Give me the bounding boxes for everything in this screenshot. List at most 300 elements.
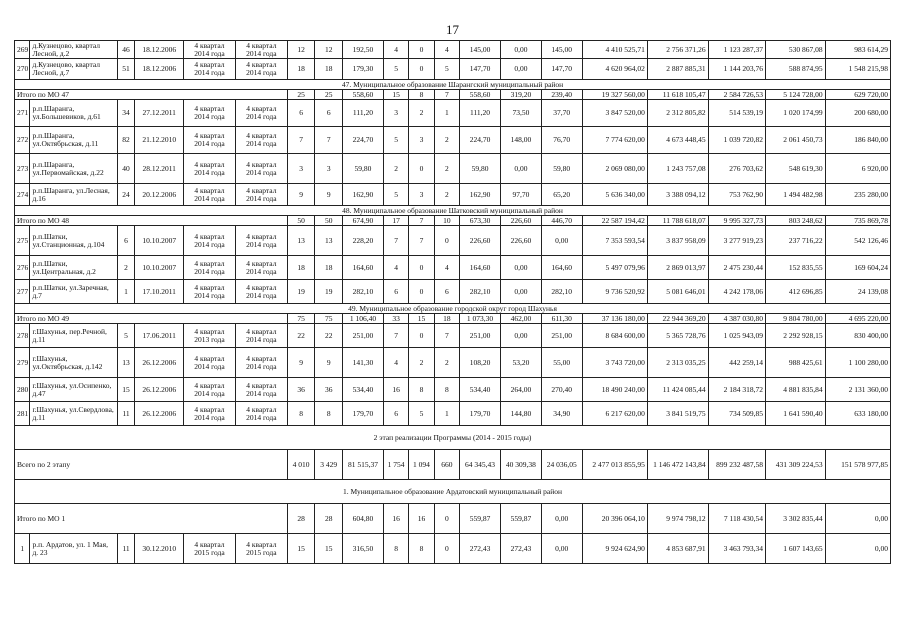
table-cell: 1 123 287,37	[708, 41, 765, 59]
table-cell: 0	[409, 59, 434, 80]
table-cell: 11 424 085,44	[647, 378, 708, 402]
table-cell: 0,00	[500, 59, 541, 80]
table-cell: 269	[15, 41, 30, 59]
table-cell: 4 квартал 2014 года	[235, 100, 287, 127]
table-cell: 534,40	[460, 378, 501, 402]
table-cell: 53,20	[500, 348, 541, 378]
program-table	[14, 40, 891, 564]
total-row	[15, 90, 891, 100]
table-cell: 548 619,30	[766, 154, 826, 184]
total-cell: 239,40	[541, 90, 582, 100]
table-cell: 1 025 943,09	[708, 324, 765, 348]
table-cell: 4 квартал 2015 года	[235, 534, 287, 564]
section-header-row	[15, 426, 891, 450]
total-cell: 24 036,05	[541, 450, 582, 480]
table-cell: 4 квартал 2014 года	[183, 154, 235, 184]
address-cell: р.п.Шатки, ул.Станционная, д.104	[30, 226, 117, 256]
table-cell: 5	[383, 59, 408, 80]
table-row	[15, 154, 891, 184]
table-cell: 4 квартал 2014 года	[235, 348, 287, 378]
table-cell: 97,70	[500, 184, 541, 206]
total-cell: 19 327 560,00	[582, 90, 647, 100]
total-cell: 64 345,43	[460, 450, 501, 480]
total-cell: 1 073,30	[460, 314, 501, 324]
table-cell: 0,00	[500, 154, 541, 184]
table-cell: 2 061 450,73	[766, 127, 826, 154]
table-cell: 111,20	[343, 100, 384, 127]
table-cell: 270,40	[541, 378, 582, 402]
table-cell: 1	[117, 280, 135, 304]
total-row	[15, 450, 891, 480]
table-cell: 1 020 174,99	[766, 100, 826, 127]
table-cell: 2 887 885,31	[647, 59, 708, 80]
table-cell: 26.12.2006	[135, 378, 184, 402]
table-cell: 3 388 094,12	[647, 184, 708, 206]
table-cell: 2 869 013,97	[647, 256, 708, 280]
table-cell: 5 497 079,96	[582, 256, 647, 280]
table-cell: 9	[287, 184, 315, 206]
table-cell: 7	[315, 127, 343, 154]
section-title: 48. Муниципальное образование Шатковский муниципальный район	[15, 206, 891, 216]
table-cell: 224,70	[460, 127, 501, 154]
table-cell: 279	[15, 348, 30, 378]
table-cell: 1	[434, 402, 459, 426]
address-cell: г.Шахунья, пер.Речной, д.11	[30, 324, 117, 348]
table-cell: 19	[315, 280, 343, 304]
table-cell: 144,80	[500, 402, 541, 426]
table-cell: 235 280,00	[825, 184, 890, 206]
table-cell: 3	[409, 184, 434, 206]
table-cell: 4 квартал 2014 года	[183, 348, 235, 378]
table-row	[15, 100, 891, 127]
table-cell: 11	[117, 534, 135, 564]
total-cell: 803 248,62	[766, 216, 826, 226]
table-cell: 2 756 371,26	[647, 41, 708, 59]
table-cell: 7 774 620,00	[582, 127, 647, 154]
table-cell: 164,60	[541, 256, 582, 280]
table-cell: 412 696,85	[766, 280, 826, 304]
table-cell: 4 квартал 2014 года	[183, 402, 235, 426]
table-cell: 271	[15, 100, 30, 127]
table-cell: 4 квартал 2014 года	[183, 280, 235, 304]
table-cell: 5 081 646,01	[647, 280, 708, 304]
table-cell: 18.12.2006	[135, 41, 184, 59]
table-cell: 588 874,95	[766, 59, 826, 80]
address-cell: д.Кузнецово, квартал Лесной, д.2	[30, 41, 117, 59]
table-cell: 4 квартал 2014 года	[235, 154, 287, 184]
table-cell: 15	[315, 534, 343, 564]
table-cell: 280	[15, 378, 30, 402]
table-cell: 251,00	[460, 324, 501, 348]
total-cell: 4 387 030,80	[708, 314, 765, 324]
table-cell: 200 680,00	[825, 100, 890, 127]
table-cell: 6	[434, 280, 459, 304]
table-cell: 141,30	[343, 348, 384, 378]
table-cell: 0,00	[541, 226, 582, 256]
table-cell: 4 853 687,91	[647, 534, 708, 564]
total-cell: 15	[409, 314, 434, 324]
table-cell: 6	[315, 100, 343, 127]
table-cell: 26.12.2006	[135, 402, 184, 426]
table-cell: 0	[434, 534, 459, 564]
total-cell: 558,60	[343, 90, 384, 100]
section-header-row	[15, 80, 891, 90]
table-cell: 316,50	[343, 534, 384, 564]
total-label: Итого по МО 1	[15, 504, 288, 534]
table-cell: 21.12.2010	[135, 127, 184, 154]
table-row	[15, 127, 891, 154]
table-cell: 5	[117, 324, 135, 348]
total-cell: 10	[434, 216, 459, 226]
table-cell: 148,00	[500, 127, 541, 154]
total-cell: 559,87	[460, 504, 501, 534]
table-cell: 0	[409, 280, 434, 304]
table-cell: 4 673 448,45	[647, 127, 708, 154]
table-cell: 0,00	[500, 41, 541, 59]
table-row	[15, 378, 891, 402]
table-cell: 18	[287, 59, 315, 80]
table-cell: 186 840,00	[825, 127, 890, 154]
table-cell: 281	[15, 402, 30, 426]
table-cell: 46	[117, 41, 135, 59]
table-row	[15, 226, 891, 256]
address-cell: р.п. Ардатов, ул. 1 Мая, д. 23	[30, 534, 117, 564]
table-cell: 59,80	[343, 154, 384, 184]
table-cell: 10.10.2007	[135, 256, 184, 280]
table-cell: 4 квартал 2015 года	[183, 534, 235, 564]
table-cell: 264,00	[500, 378, 541, 402]
table-cell: 530 867,08	[766, 41, 826, 59]
table-cell: 226,60	[500, 226, 541, 256]
table-cell: 0	[434, 226, 459, 256]
table-cell: 15	[117, 378, 135, 402]
table-cell: 2 184 318,72	[708, 378, 765, 402]
table-cell: 4 квартал 2014 года	[235, 41, 287, 59]
address-cell: р.п.Шатки, ул.Заречная, д.7	[30, 280, 117, 304]
section-header-row	[15, 206, 891, 216]
table-cell: 28.12.2011	[135, 154, 184, 184]
table-row	[15, 184, 891, 206]
table-cell: 162,90	[460, 184, 501, 206]
total-cell: 2 477 013 855,95	[582, 450, 647, 480]
table-cell: 1	[434, 100, 459, 127]
table-cell: 145,00	[541, 41, 582, 59]
table-cell: 282,10	[541, 280, 582, 304]
table-cell: 0	[409, 41, 434, 59]
table-cell: 19	[287, 280, 315, 304]
table-cell: 251,00	[541, 324, 582, 348]
table-cell: 983 614,29	[825, 41, 890, 59]
table-cell: 734 509,85	[708, 402, 765, 426]
address-cell: р.п.Шаранга, ул.Октябрьская, д.11	[30, 127, 117, 154]
table-cell: 6 920,00	[825, 154, 890, 184]
table-cell: 2	[117, 256, 135, 280]
table-cell: 65,20	[541, 184, 582, 206]
total-cell: 16	[409, 504, 434, 534]
table-cell: 4 квартал 2014 года	[235, 324, 287, 348]
table-cell: 442 259,14	[708, 348, 765, 378]
total-cell: 17	[383, 216, 408, 226]
table-cell: 2	[409, 348, 434, 378]
table-cell: 3	[315, 154, 343, 184]
total-cell: 40 309,38	[500, 450, 541, 480]
table-cell: 6	[383, 280, 408, 304]
table-cell: 988 425,61	[766, 348, 826, 378]
total-row	[15, 504, 891, 534]
table-cell: 34	[117, 100, 135, 127]
table-cell: 2	[434, 154, 459, 184]
table-cell: 542 126,46	[825, 226, 890, 256]
table-cell: 6	[383, 402, 408, 426]
table-row	[15, 402, 891, 426]
table-cell: 3	[409, 127, 434, 154]
table-cell: 4 квартал 2014 года	[183, 378, 235, 402]
table-cell: 4 квартал 2014 года	[235, 378, 287, 402]
table-cell: 8	[409, 534, 434, 564]
total-cell: 431 309 224,53	[766, 450, 826, 480]
table-cell: 5	[434, 59, 459, 80]
table-cell: 0,00	[825, 534, 890, 564]
table-cell: 4 квартал 2014 года	[235, 402, 287, 426]
total-cell: 9 804 780,00	[766, 314, 826, 324]
table-cell: 2 312 805,82	[647, 100, 708, 127]
total-row	[15, 216, 891, 226]
total-cell: 9 974 798,12	[647, 504, 708, 534]
table-cell: 59,80	[541, 154, 582, 184]
table-cell: 4 квартал 2014 года	[235, 280, 287, 304]
total-cell: 22 587 194,42	[582, 216, 647, 226]
table-cell: 272	[15, 127, 30, 154]
table-cell: 82	[117, 127, 135, 154]
table-cell: 1 144 203,76	[708, 59, 765, 80]
table-cell: 9 924 624,90	[582, 534, 647, 564]
table-cell: 0,00	[500, 324, 541, 348]
table-cell: 18	[315, 59, 343, 80]
table-row	[15, 348, 891, 378]
address-cell: р.п.Шатки, ул.Центральная, д.2	[30, 256, 117, 280]
total-cell: 2 584 726,53	[708, 90, 765, 100]
total-cell: 50	[315, 216, 343, 226]
total-cell: 611,30	[541, 314, 582, 324]
total-cell: 899 232 487,58	[708, 450, 765, 480]
section-title: 2 этап реализации Программы (2014 - 2015 годы)	[15, 426, 891, 450]
table-cell: 4 квартал 2014 года	[183, 41, 235, 59]
total-cell: 1 106,40	[343, 314, 384, 324]
total-cell: 0,00	[825, 504, 890, 534]
section-title: 49. Муниципальное образование городской округ город Шахунья	[15, 304, 891, 314]
total-cell: 1 094	[409, 450, 434, 480]
table-cell: 4 квартал 2014 года	[183, 127, 235, 154]
table-cell: 6 217 620,00	[582, 402, 647, 426]
table-cell: 2 069 080,00	[582, 154, 647, 184]
table-cell: 3	[287, 154, 315, 184]
section-header-row	[15, 480, 891, 504]
table-cell: 179,70	[460, 402, 501, 426]
table-cell: 5	[383, 127, 408, 154]
table-cell: 4	[434, 41, 459, 59]
table-cell: 7	[383, 226, 408, 256]
address-cell: д.Кузнецово, квартал Лесной, д.7	[30, 59, 117, 80]
table-cell: 276 703,62	[708, 154, 765, 184]
table-cell: 5	[383, 184, 408, 206]
table-cell: 13	[315, 226, 343, 256]
table-cell: 226,60	[460, 226, 501, 256]
total-label: Итого по МО 47	[15, 90, 288, 100]
table-cell: 2 292 928,15	[766, 324, 826, 348]
total-label: Всего по 2 этапу	[15, 450, 288, 480]
table-cell: 18 490 240,00	[582, 378, 647, 402]
table-cell: 4 квартал 2014 года	[235, 184, 287, 206]
table-cell: 7	[434, 324, 459, 348]
table-cell: 15	[287, 534, 315, 564]
table-cell: 0,00	[541, 534, 582, 564]
table-cell: 4 620 964,02	[582, 59, 647, 80]
total-cell: 4 010	[287, 450, 315, 480]
address-cell: р.п.Шаранга, ул.Первомайская, д.22	[30, 154, 117, 184]
table-cell: 1 039 720,82	[708, 127, 765, 154]
table-cell: 9	[315, 348, 343, 378]
total-cell: 735 869,78	[825, 216, 890, 226]
total-cell: 15	[383, 90, 408, 100]
table-cell: 0	[409, 154, 434, 184]
table-cell: 24 139,08	[825, 280, 890, 304]
table-cell: 6	[117, 226, 135, 256]
table-cell: 9	[287, 348, 315, 378]
table-cell: 753 762,90	[708, 184, 765, 206]
table-row	[15, 59, 891, 80]
table-cell: 37,70	[541, 100, 582, 127]
table-cell: 4	[383, 41, 408, 59]
table-cell: 36	[315, 378, 343, 402]
total-cell: 226,60	[500, 216, 541, 226]
total-cell: 151 578 977,85	[825, 450, 890, 480]
table-cell: 34,90	[541, 402, 582, 426]
table-cell: 8 684 600,00	[582, 324, 647, 348]
table-row	[15, 256, 891, 280]
total-cell: 37 136 180,00	[582, 314, 647, 324]
table-cell: 4 квартал 2014 года	[235, 226, 287, 256]
table-cell: 4 881 835,84	[766, 378, 826, 402]
total-cell: 8	[409, 90, 434, 100]
table-cell: 40	[117, 154, 135, 184]
table-cell: 272,43	[460, 534, 501, 564]
table-cell: 27.12.2011	[135, 100, 184, 127]
section-header-row	[15, 304, 891, 314]
table-cell: 26.12.2006	[135, 348, 184, 378]
table-cell: 13	[287, 226, 315, 256]
table-cell: 8	[315, 402, 343, 426]
table-cell: 534,40	[343, 378, 384, 402]
total-cell: 25	[315, 90, 343, 100]
table-cell: 20.12.2006	[135, 184, 184, 206]
table-cell: 4 квартал 2014 года	[235, 127, 287, 154]
table-cell: 164,60	[343, 256, 384, 280]
table-cell: 4 квартал 2014 года	[183, 100, 235, 127]
address-cell: г.Шахунья, ул.Свердлова, д.11	[30, 402, 117, 426]
table-cell: 147,70	[541, 59, 582, 80]
table-cell: 147,70	[460, 59, 501, 80]
table-cell: 4 квартал 2014 года	[235, 256, 287, 280]
table-cell: 5 636 340,00	[582, 184, 647, 206]
table-cell: 3 277 919,23	[708, 226, 765, 256]
total-cell: 7	[434, 90, 459, 100]
table-cell: 36	[287, 378, 315, 402]
section-title: 47. Муниципальное образование Шарангский муниципальный район	[15, 80, 891, 90]
table-cell: 2	[409, 100, 434, 127]
total-cell: 75	[287, 314, 315, 324]
table-cell: 24	[117, 184, 135, 206]
table-cell: 179,70	[343, 402, 384, 426]
table-cell: 18	[287, 256, 315, 280]
total-cell: 558,60	[460, 90, 501, 100]
table-cell: 2 475 230,44	[708, 256, 765, 280]
table-row	[15, 534, 891, 564]
table-cell: 3	[383, 100, 408, 127]
total-cell: 673,30	[460, 216, 501, 226]
total-cell: 1 754	[383, 450, 408, 480]
table-cell: 145,00	[460, 41, 501, 59]
table-cell: 237 716,22	[766, 226, 826, 256]
table-cell: 277	[15, 280, 30, 304]
page-number: 17	[446, 22, 459, 37]
table-cell: 278	[15, 324, 30, 348]
address-cell: р.п.Шаранга, ул.Большевиков, д.61	[30, 100, 117, 127]
table-cell: 55,00	[541, 348, 582, 378]
table-cell: 4	[434, 256, 459, 280]
table-cell: 12	[315, 41, 343, 59]
table-cell: 0,00	[500, 256, 541, 280]
table-cell: 4 242 178,06	[708, 280, 765, 304]
table-cell: 179,30	[343, 59, 384, 80]
table-cell: 276	[15, 256, 30, 280]
table-cell: 18.12.2006	[135, 59, 184, 80]
table-cell: 228,20	[343, 226, 384, 256]
table-cell: 108,20	[460, 348, 501, 378]
table-cell: 6	[287, 100, 315, 127]
table-cell: 22	[315, 324, 343, 348]
total-cell: 75	[315, 314, 343, 324]
table-cell: 1 494 482,98	[766, 184, 826, 206]
table-cell: 0,00	[500, 280, 541, 304]
total-label: Итого по МО 49	[15, 314, 288, 324]
table-cell: 5	[409, 402, 434, 426]
table-cell: 270	[15, 59, 30, 80]
table-cell: 7	[383, 324, 408, 348]
total-cell: 33	[383, 314, 408, 324]
table-cell: 272,43	[500, 534, 541, 564]
total-cell: 7 118 430,54	[708, 504, 765, 534]
total-cell: 0	[434, 504, 459, 534]
table-cell: 4 квартал 2014 года	[183, 59, 235, 80]
table-cell: 224,70	[343, 127, 384, 154]
table-cell: 51	[117, 59, 135, 80]
table-cell: 162,90	[343, 184, 384, 206]
total-cell: 674,90	[343, 216, 384, 226]
total-cell: 50	[287, 216, 315, 226]
table-cell: 4 квартал 2013 года	[183, 324, 235, 348]
total-cell: 7	[409, 216, 434, 226]
table-cell: 152 835,55	[766, 256, 826, 280]
table-cell: 1 607 143,65	[766, 534, 826, 564]
address-cell: р.п.Шаранга, ул.Лесная, д.16	[30, 184, 117, 206]
table-cell: 7	[287, 127, 315, 154]
table-cell: 13	[117, 348, 135, 378]
total-cell: 660	[434, 450, 459, 480]
total-label: Итого по МО 48	[15, 216, 288, 226]
total-cell: 11 788 618,07	[647, 216, 708, 226]
table-cell: 7	[409, 226, 434, 256]
total-cell: 446,70	[541, 216, 582, 226]
